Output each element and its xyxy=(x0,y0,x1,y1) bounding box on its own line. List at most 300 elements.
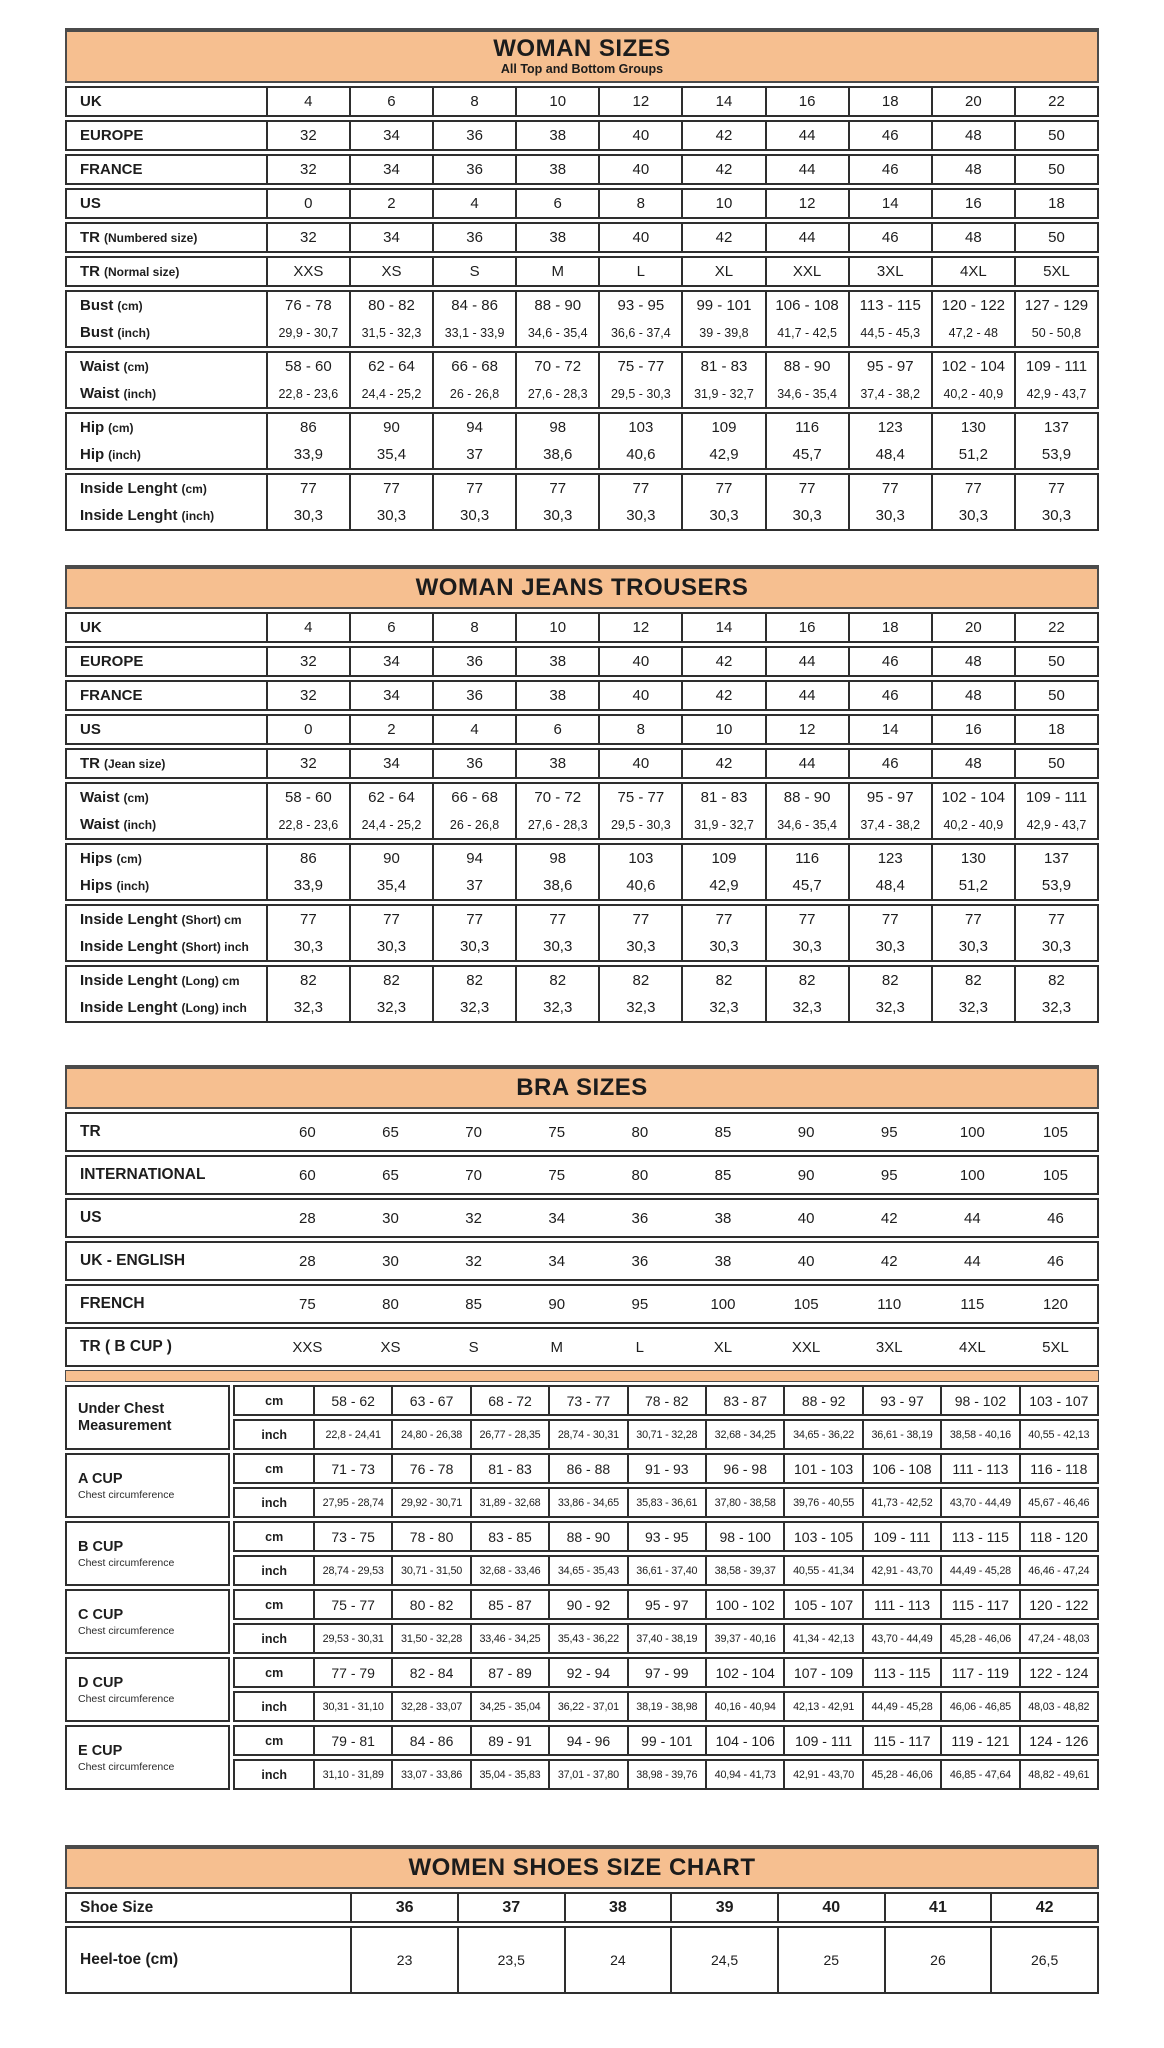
table-row xyxy=(67,1200,1097,1236)
cup-group xyxy=(65,1385,1099,1450)
size-cell: 36 xyxy=(432,648,515,675)
size-cell: 30,3 xyxy=(848,502,931,529)
row-group xyxy=(65,1892,1099,1923)
size-cell: 80 xyxy=(631,1123,649,1141)
size-cell: 31,10 - 31,89 xyxy=(313,1761,391,1788)
row-label xyxy=(67,88,266,115)
size-cell: 51,2 xyxy=(931,872,1014,899)
size-cell: 123 xyxy=(848,414,931,441)
size-cell: 34,6 - 35,4 xyxy=(765,811,848,838)
size-cell: 77 xyxy=(931,475,1014,502)
table-row xyxy=(233,1521,1099,1552)
size-cell: 29,53 - 30,31 xyxy=(313,1625,391,1652)
size-cell: 44 xyxy=(765,156,848,183)
size-cell: 22,8 - 24,41 xyxy=(313,1421,391,1448)
size-cell: 40,6 xyxy=(598,441,681,468)
size-cell: 76 - 78 xyxy=(391,1455,469,1482)
row-label-note: (Long) cm xyxy=(181,973,240,988)
size-cell: 77 xyxy=(848,475,931,502)
size-cell: 30,3 xyxy=(598,933,681,960)
size-cell: 82 xyxy=(598,967,681,994)
size-cell: 46,85 - 47,64 xyxy=(940,1761,1018,1788)
size-cell: 0 xyxy=(266,190,349,217)
row-group xyxy=(65,1327,1099,1367)
table-row xyxy=(67,441,1097,468)
row-label-note: (inch) xyxy=(116,878,150,893)
size-cell: 80 xyxy=(631,1166,649,1184)
size-cell: 24,4 - 25,2 xyxy=(349,811,432,838)
size-cell: 34,6 - 35,4 xyxy=(765,380,848,407)
cup-label xyxy=(65,1589,230,1654)
size-cell: 46,06 - 46,85 xyxy=(940,1693,1018,1720)
shoes-title: WOMEN SHOES SIZE CHART xyxy=(408,1854,756,1882)
row-group xyxy=(65,748,1099,779)
size-cell: 30,3 xyxy=(515,502,598,529)
size-cell: 81 - 83 xyxy=(470,1455,548,1482)
row-group xyxy=(65,965,1099,1023)
size-cell: 77 xyxy=(848,906,931,933)
unit-cell: cm xyxy=(265,1733,284,1748)
size-cell: 122 - 124 xyxy=(1019,1659,1097,1686)
size-cell: 98 - 100 xyxy=(705,1523,783,1550)
size-cell: 22,8 - 23,6 xyxy=(266,811,349,838)
size-cell: 18 xyxy=(1014,716,1097,743)
size-cell: 88 - 90 xyxy=(548,1523,626,1550)
size-cell: 12 xyxy=(765,190,848,217)
size-cell: 130 xyxy=(931,414,1014,441)
size-cell: 46 xyxy=(1047,1209,1064,1227)
size-cell: 42 xyxy=(880,1252,898,1270)
size-cell: 43,70 - 44,49 xyxy=(862,1625,940,1652)
size-cell: 102 - 104 xyxy=(705,1659,783,1686)
row-group xyxy=(65,714,1099,745)
row-label-note: (cm) xyxy=(116,851,142,866)
size-cell: 25 xyxy=(777,1928,884,1992)
woman-jeans-rows xyxy=(65,612,1099,1023)
size-cell: M xyxy=(515,258,598,285)
size-cell: 86 xyxy=(266,414,349,441)
size-cell: 37 xyxy=(432,441,515,468)
row-group xyxy=(65,782,1099,840)
size-cell: 83 - 85 xyxy=(470,1523,548,1550)
size-cell: 84 - 86 xyxy=(432,292,515,319)
size-cell: 30,3 xyxy=(931,502,1014,529)
size-cell: 44 xyxy=(765,122,848,149)
row-group xyxy=(65,222,1099,253)
size-cell: 84 - 86 xyxy=(391,1727,469,1754)
row-group xyxy=(65,1284,1099,1324)
cup-label xyxy=(65,1453,230,1518)
size-cell: 40 xyxy=(797,1209,815,1227)
size-cell: 98 xyxy=(515,414,598,441)
cup-label xyxy=(65,1521,230,1586)
size-cell: 22,8 - 23,6 xyxy=(266,380,349,407)
row-label xyxy=(67,353,266,380)
size-cell: 34 xyxy=(548,1209,566,1227)
row-group xyxy=(65,120,1099,151)
table-row xyxy=(67,648,1097,675)
size-cell: 42 xyxy=(681,122,764,149)
size-cell: 44 xyxy=(765,750,848,777)
size-cell: 36 xyxy=(631,1209,649,1227)
size-cell: 33,07 - 33,86 xyxy=(391,1761,469,1788)
size-cell: 30,3 xyxy=(349,933,432,960)
size-cell: 117 - 119 xyxy=(940,1659,1018,1686)
size-cell: 4 xyxy=(266,88,349,115)
size-cell: 87 - 89 xyxy=(470,1659,548,1686)
row-label xyxy=(67,933,266,960)
size-cell: 86 - 88 xyxy=(548,1455,626,1482)
row-label-note: (Numbered size) xyxy=(104,230,198,245)
size-cell: 81 - 83 xyxy=(681,784,764,811)
size-cell: 8 xyxy=(432,614,515,641)
size-cell: 60 xyxy=(299,1166,316,1184)
size-cell: 40 xyxy=(598,750,681,777)
row-label xyxy=(67,1157,266,1193)
size-cell: 82 xyxy=(931,967,1014,994)
size-cell: 77 xyxy=(515,906,598,933)
size-cell: 30,3 xyxy=(681,933,764,960)
size-cell: 75 xyxy=(548,1166,566,1184)
size-cell: 46 xyxy=(848,750,931,777)
size-cell: 79 - 81 xyxy=(313,1727,391,1754)
row-label xyxy=(67,1200,266,1236)
size-cell: 36,61 - 38,19 xyxy=(862,1421,940,1448)
size-cell: 63 - 67 xyxy=(391,1387,469,1414)
row-label-text: Hip xyxy=(80,419,105,437)
row-group xyxy=(65,612,1099,643)
cup-subtitle: Chest circumference xyxy=(78,1624,175,1637)
table-row xyxy=(233,1487,1099,1518)
size-cell: 38,6 xyxy=(515,872,598,899)
size-cell: 98 - 102 xyxy=(940,1387,1018,1414)
size-cell: 36 xyxy=(432,750,515,777)
size-cell: 35,04 - 35,83 xyxy=(470,1761,548,1788)
size-cell: 130 xyxy=(931,845,1014,872)
size-cell: 38,58 - 40,16 xyxy=(940,1421,1018,1448)
size-cell: 82 - 84 xyxy=(391,1659,469,1686)
size-cell: 27,95 - 28,74 xyxy=(313,1489,391,1516)
size-cell: S xyxy=(468,1338,479,1356)
size-cell: 85 xyxy=(465,1295,482,1313)
row-label xyxy=(67,475,266,502)
size-cell: 104 - 106 xyxy=(705,1727,783,1754)
row-label-text: TR xyxy=(80,229,100,247)
size-cell: 48,03 - 48,82 xyxy=(1019,1693,1097,1720)
row-label-note: (inch) xyxy=(117,325,151,340)
row-label-text: Waist xyxy=(80,385,120,403)
size-cell: XL xyxy=(681,258,764,285)
size-cell: 42,91 - 43,70 xyxy=(862,1557,940,1584)
table-row xyxy=(67,933,1097,960)
size-cell: 8 xyxy=(598,190,681,217)
size-cell: 38,6 xyxy=(515,441,598,468)
row-group xyxy=(65,188,1099,219)
row-label-text: Inside Lenght xyxy=(80,480,178,498)
size-cell: XXL xyxy=(765,258,848,285)
size-cell: 65 xyxy=(382,1123,399,1141)
size-cell: 85 - 87 xyxy=(470,1591,548,1618)
unit-cell: inch xyxy=(261,1427,288,1442)
row-label-note: (Short) inch xyxy=(181,939,249,954)
size-cell: 42,9 xyxy=(681,441,764,468)
size-cell: 100 - 102 xyxy=(705,1591,783,1618)
size-cell: 44 xyxy=(765,682,848,709)
size-cell: 6 xyxy=(349,614,432,641)
row-group xyxy=(65,412,1099,470)
size-cell: 23 xyxy=(350,1928,457,1992)
size-cell: 26 - 26,8 xyxy=(432,380,515,407)
size-cell: 88 - 90 xyxy=(765,353,848,380)
size-cell: 103 xyxy=(598,414,681,441)
row-label xyxy=(67,1114,266,1150)
size-cell: 96 - 98 xyxy=(705,1455,783,1482)
size-cell: 40,55 - 42,13 xyxy=(1019,1421,1097,1448)
size-cell: 30,3 xyxy=(765,933,848,960)
row-group xyxy=(65,1241,1099,1281)
size-cell: 137 xyxy=(1014,414,1097,441)
size-cell: 44,49 - 45,28 xyxy=(862,1693,940,1720)
table-row xyxy=(67,88,1097,115)
size-cell: 109 - 111 xyxy=(862,1523,940,1550)
size-cell: 24,4 - 25,2 xyxy=(349,380,432,407)
size-cell: 18 xyxy=(848,614,931,641)
size-cell: 116 xyxy=(765,414,848,441)
table-row xyxy=(233,1385,1099,1416)
size-cell: 50 xyxy=(1014,156,1097,183)
row-label xyxy=(67,1329,266,1365)
unit-cell: cm xyxy=(265,1529,284,1544)
size-cell: 32 xyxy=(465,1209,482,1227)
size-cell: 26,5 xyxy=(990,1928,1097,1992)
size-cell: 105 xyxy=(1042,1123,1068,1141)
table-row xyxy=(233,1759,1099,1790)
size-cell: 14 xyxy=(681,88,764,115)
size-cell: 81 - 83 xyxy=(681,353,764,380)
row-label-text: Bust xyxy=(80,324,114,342)
size-cell: 28,74 - 30,31 xyxy=(548,1421,626,1448)
size-cell: 118 - 120 xyxy=(1019,1523,1097,1550)
size-cell: 47,2 - 48 xyxy=(931,319,1014,346)
size-cell: L xyxy=(598,258,681,285)
row-label-text: TR ( B CUP ) xyxy=(80,1338,172,1356)
size-cell: 29,5 - 30,3 xyxy=(598,811,681,838)
size-cell: 86 xyxy=(266,845,349,872)
row-label xyxy=(67,258,266,285)
size-cell: 14 xyxy=(681,614,764,641)
size-cell: 29,5 - 30,3 xyxy=(598,380,681,407)
size-cell: 12 xyxy=(598,88,681,115)
size-cell: 22 xyxy=(1014,88,1097,115)
size-cell: 10 xyxy=(681,190,764,217)
size-cell: 34 xyxy=(349,224,432,251)
size-cell: 50 xyxy=(1014,122,1097,149)
size-cell: 36 xyxy=(350,1894,457,1921)
size-cell: 39,37 - 40,16 xyxy=(705,1625,783,1652)
size-cell: 92 - 94 xyxy=(548,1659,626,1686)
size-cell: 103 xyxy=(598,845,681,872)
row-label-text: Waist xyxy=(80,816,120,834)
row-label-note: (inch) xyxy=(123,386,157,401)
size-cell: 48 xyxy=(931,750,1014,777)
size-cell: 95 xyxy=(631,1295,649,1313)
woman-sizes-title: WOMAN SIZES xyxy=(493,35,671,62)
size-cell: 51,2 xyxy=(931,441,1014,468)
size-cell: 32 xyxy=(266,648,349,675)
table-row xyxy=(67,122,1097,149)
row-label-text: Inside Lenght xyxy=(80,911,178,929)
row-label-text: INTERNATIONAL xyxy=(80,1166,206,1184)
size-cell: 50 xyxy=(1014,648,1097,675)
table-row xyxy=(67,716,1097,743)
size-cell: 77 xyxy=(432,475,515,502)
table-row xyxy=(233,1419,1099,1450)
row-label xyxy=(67,811,266,838)
size-cell: 48 xyxy=(931,156,1014,183)
cup-rows xyxy=(233,1385,1099,1450)
unit-cell: cm xyxy=(265,1665,284,1680)
size-cell: 32,3 xyxy=(598,994,681,1021)
cup-name: C CUP xyxy=(78,1606,124,1623)
size-cell: 80 xyxy=(382,1295,399,1313)
row-label xyxy=(67,872,266,899)
size-cell: 50 xyxy=(1014,682,1097,709)
size-cell: 30,3 xyxy=(349,502,432,529)
size-cell: 33,9 xyxy=(266,441,349,468)
size-cell: 45,67 - 46,46 xyxy=(1019,1489,1097,1516)
size-cell: 40,2 - 40,9 xyxy=(931,811,1014,838)
woman-jeans-title: WOMAN JEANS TROUSERS xyxy=(415,574,749,602)
cup-label xyxy=(65,1725,230,1790)
size-cell: 38 xyxy=(515,122,598,149)
size-cell: 50 xyxy=(1014,224,1097,251)
row-label xyxy=(67,682,266,709)
size-cell: 77 - 79 xyxy=(313,1659,391,1686)
table-row xyxy=(67,1329,1097,1365)
size-cell: 45,28 - 46,06 xyxy=(862,1761,940,1788)
cup-name: D CUP xyxy=(78,1674,124,1691)
size-cell: 32,68 - 33,46 xyxy=(470,1557,548,1584)
size-cell: 44 xyxy=(765,648,848,675)
size-cell: 120 xyxy=(1042,1295,1068,1313)
size-cell: 98 xyxy=(515,845,598,872)
size-cell: 34,65 - 36,22 xyxy=(783,1421,861,1448)
size-cell: 85 xyxy=(714,1123,732,1141)
row-label-note: (inch) xyxy=(108,447,141,462)
bra-sizes-table xyxy=(65,1065,1099,1790)
size-cell: 4 xyxy=(432,190,515,217)
table-row xyxy=(67,784,1097,811)
size-cell: 44,49 - 45,28 xyxy=(940,1557,1018,1584)
row-label-text: Hips xyxy=(80,877,113,895)
unit-cell: cm xyxy=(265,1597,284,1612)
cup-group xyxy=(65,1453,1099,1518)
table-row xyxy=(233,1657,1099,1688)
table-row xyxy=(233,1589,1099,1620)
size-cell: 41,7 - 42,5 xyxy=(765,319,848,346)
size-cell: 42,9 xyxy=(681,872,764,899)
size-cell: 8 xyxy=(432,88,515,115)
size-cell: 38,58 - 39,37 xyxy=(705,1557,783,1584)
row-group xyxy=(65,646,1099,677)
size-cell: 12 xyxy=(598,614,681,641)
row-group xyxy=(65,1112,1099,1152)
size-cell: 41,34 - 42,13 xyxy=(783,1625,861,1652)
size-cell: 120 - 122 xyxy=(931,292,1014,319)
row-label-note: (Short) cm xyxy=(181,912,242,927)
size-cell: 4XL xyxy=(931,258,1014,285)
row-label xyxy=(67,156,266,183)
size-cell: 99 - 101 xyxy=(627,1727,705,1754)
size-cell: 30 xyxy=(382,1209,399,1227)
row-label-note: (cm) xyxy=(117,298,143,313)
size-cell: 34,25 - 35,04 xyxy=(470,1693,548,1720)
table-row xyxy=(233,1691,1099,1722)
size-cell: 33,1 - 33,9 xyxy=(432,319,515,346)
size-cell: 31,50 - 32,28 xyxy=(391,1625,469,1652)
size-cell: 32,3 xyxy=(681,994,764,1021)
size-cell: 116 xyxy=(765,845,848,872)
size-cell: 31,5 - 32,3 xyxy=(349,319,432,346)
row-group xyxy=(65,1926,1099,1994)
unit-cell: inch xyxy=(261,1767,288,1782)
size-cell: 100 xyxy=(959,1123,985,1141)
row-label xyxy=(67,1894,350,1921)
row-group xyxy=(65,473,1099,531)
size-cell: 34 xyxy=(349,156,432,183)
size-cell: 35,43 - 36,22 xyxy=(548,1625,626,1652)
size-cell: 32 xyxy=(465,1252,482,1270)
size-cell: 48,4 xyxy=(848,872,931,899)
size-cell: 30,3 xyxy=(515,933,598,960)
size-cell: 30,3 xyxy=(266,933,349,960)
size-cell: 102 - 104 xyxy=(931,784,1014,811)
size-cell: 37,4 - 38,2 xyxy=(848,380,931,407)
row-label-text: UK xyxy=(80,93,102,111)
size-cell: 44 xyxy=(964,1209,981,1227)
size-cell: 8 xyxy=(598,716,681,743)
size-cell: 22 xyxy=(1014,614,1097,641)
table-row xyxy=(233,1725,1099,1756)
size-cell: 38 xyxy=(564,1894,671,1921)
size-cell: 46 xyxy=(1047,1252,1064,1270)
row-group xyxy=(65,256,1099,287)
divider-band xyxy=(65,1370,1099,1382)
row-label-text: TR xyxy=(80,755,100,773)
row-label-text: Hip xyxy=(80,446,105,464)
size-cell: 100 xyxy=(710,1295,736,1313)
size-cell: 93 - 95 xyxy=(598,292,681,319)
size-cell: 47,24 - 48,03 xyxy=(1019,1625,1097,1652)
size-cell: 90 xyxy=(349,845,432,872)
size-cell: 42,9 - 43,7 xyxy=(1014,380,1097,407)
size-cell: 40 xyxy=(598,122,681,149)
size-cell: 82 xyxy=(1014,967,1097,994)
size-cell: 34 xyxy=(349,750,432,777)
size-cell: 77 xyxy=(349,475,432,502)
size-cell: 95 xyxy=(880,1123,898,1141)
size-cell: 36 xyxy=(432,122,515,149)
size-cell: 0 xyxy=(266,716,349,743)
size-cell: 82 xyxy=(848,967,931,994)
size-cell: 10 xyxy=(515,614,598,641)
size-cell: 77 xyxy=(598,906,681,933)
row-label xyxy=(67,1928,350,1992)
row-label xyxy=(67,614,266,641)
unit-cell: inch xyxy=(261,1699,288,1714)
size-cell: 68 - 72 xyxy=(470,1387,548,1414)
size-cell: 94 xyxy=(432,845,515,872)
